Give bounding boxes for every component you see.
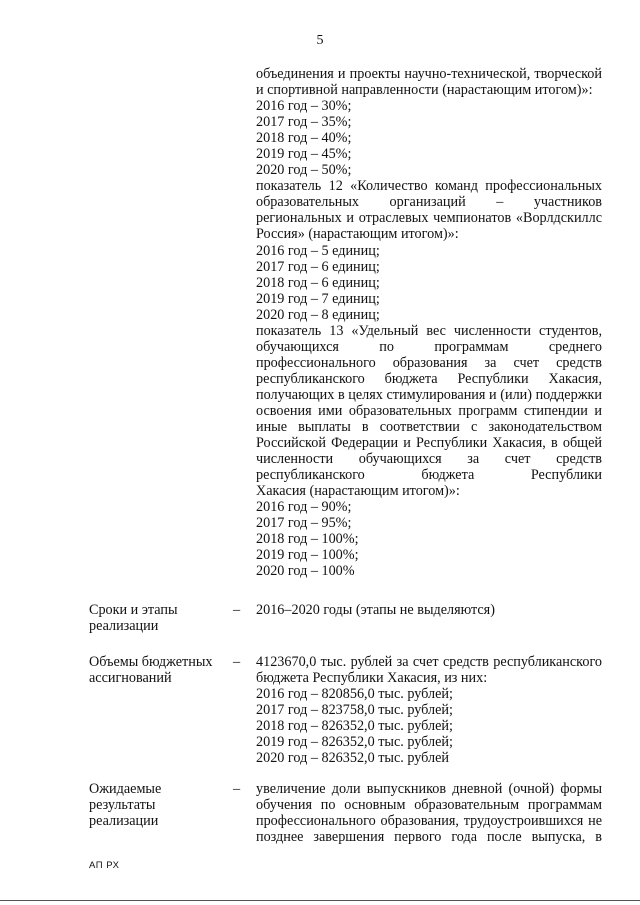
text-line: профессионального образования, трудоустроившихся не xyxy=(256,813,602,830)
text-line: Россия» (нарастающим итогом)»: xyxy=(256,226,459,243)
text-line: численности обучающихся за счет средств xyxy=(256,451,602,468)
page-number: 5 xyxy=(316,33,324,48)
text-line: 2018 год – 40%; xyxy=(256,130,352,147)
text-line: получающих в целях стимулирования и (или) поддержки xyxy=(256,386,602,403)
row-dash-budget: – xyxy=(233,654,241,670)
text-line: Хакасия (нарастающим итогом)»: xyxy=(256,483,460,500)
row-label-line: Сроки и этапы xyxy=(89,602,178,618)
text-line: региональных и отраслевых чемпионатов «Ворлдскиллс xyxy=(256,210,602,227)
text-line: 2016 год – 30%; xyxy=(256,98,352,115)
text-line: освоения ими образовательных программ стипендии и xyxy=(256,402,602,419)
text-line: 2017 год – 823758,0 тыс. рублей; xyxy=(256,702,453,719)
row-dash-terms: – xyxy=(233,602,241,618)
row-content-results xyxy=(256,781,602,845)
row-label-budget xyxy=(89,654,219,686)
row-label-line: результаты xyxy=(89,797,156,814)
text-line: увеличение доли выпускников дневной (очной) формы xyxy=(256,781,602,797)
text-line: позднее завершения первого года после выпуска, в xyxy=(256,829,602,846)
text-line: 2016–2020 годы (этапы не выделяются) xyxy=(256,602,495,618)
text-line: обучающихся по программам среднего xyxy=(256,338,602,355)
text-line: бюджета Республики Хакасия, из них: xyxy=(256,670,488,687)
row-content-terms xyxy=(256,602,602,618)
text-line: образовательных организаций – участников xyxy=(256,194,602,211)
row-label-line: реализации xyxy=(89,813,159,830)
text-line: 2020 год – 8 единиц; xyxy=(256,306,380,323)
text-line: 2019 год – 100%; xyxy=(256,547,359,564)
row-label-line: Объемы бюджетных xyxy=(89,654,213,670)
text-line: показатель 13 «Удельный вес численности студентов, xyxy=(256,322,602,339)
text-line: 2016 год – 90%; xyxy=(256,499,352,516)
row-label-terms xyxy=(89,602,219,634)
row-dash-results: – xyxy=(233,781,241,797)
row-label-line: ассигнований xyxy=(89,670,172,687)
page-bottom-rule xyxy=(0,900,640,901)
text-line: иные выплаты в соответствии с законодательством xyxy=(256,419,602,436)
text-line: 2020 год – 100% xyxy=(256,563,355,580)
text-line: и спортивной направленности (нарастающим итогом)»: xyxy=(256,82,593,99)
text-line: 2018 год – 6 единиц; xyxy=(256,274,380,291)
footer-code: АП РХ xyxy=(89,860,120,871)
row-label-line: Ожидаемые xyxy=(89,781,162,797)
text-line: Российской Федерации и Республики Хакасия, в общей xyxy=(256,435,602,452)
text-line: 2016 год – 5 единиц; xyxy=(256,242,380,259)
text-line: объединения и проекты научно-технической, творческой xyxy=(256,66,602,82)
text-line: 2019 год – 45%; xyxy=(256,146,352,163)
text-line: республиканского бюджета Республики Хакасия, xyxy=(256,370,602,387)
text-line: 2019 год – 826352,0 тыс. рублей; xyxy=(256,734,453,751)
text-line: республиканского бюджета Республики xyxy=(256,467,602,484)
row-content-budget xyxy=(256,654,602,766)
text-line: 2017 год – 95%; xyxy=(256,515,352,532)
text-line: 2016 год – 820856,0 тыс. рублей; xyxy=(256,686,453,703)
row-label-results xyxy=(89,781,219,829)
text-line: 2020 год – 50%; xyxy=(256,162,352,179)
text-line: 2017 год – 6 единиц; xyxy=(256,258,380,275)
text-line: профессионального образования за счет средств xyxy=(256,354,602,371)
row-label-line: реализации xyxy=(89,618,159,635)
text-line: 4123670,0 тыс. рублей за счет средств республиканского xyxy=(256,654,602,670)
text-line: обучения по основным образовательным программам xyxy=(256,797,602,814)
continuation-text-block xyxy=(256,66,602,580)
text-line: показатель 12 «Количество команд профессиональных xyxy=(256,178,602,195)
text-line: 2018 год – 826352,0 тыс. рублей; xyxy=(256,718,453,735)
text-line: 2019 год – 7 единиц; xyxy=(256,290,380,307)
text-line: 2020 год – 826352,0 тыс. рублей xyxy=(256,750,449,767)
text-line: 2017 год – 35%; xyxy=(256,114,352,131)
text-line: 2018 год – 100%; xyxy=(256,531,359,548)
